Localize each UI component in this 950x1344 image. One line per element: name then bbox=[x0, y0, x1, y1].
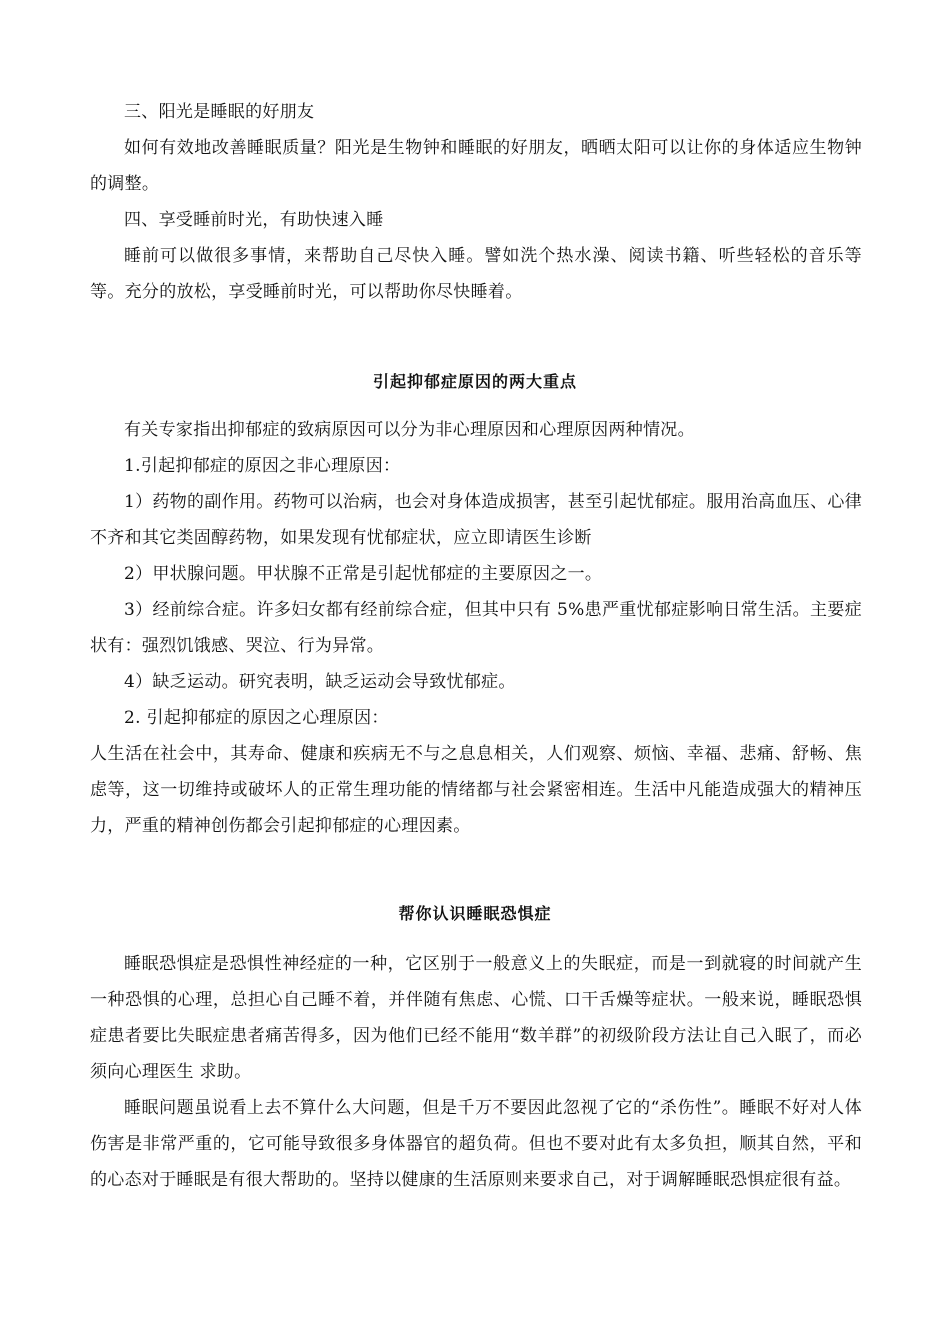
paragraph-bedtime: 睡前可以做很多事情，来帮助自己尽快入睡。譬如洗个热水澡、阅读书籍、听些轻松的音乐等等。充分的放松，享受睡前时光，可以帮助你尽快睡着。 bbox=[90, 246, 862, 302]
subheading-bedtime: 四、享受睡前时光，有助快速入睡 bbox=[124, 210, 384, 230]
list-heading-non-psychological: 1.引起抑郁症的原因之非心理原因： bbox=[124, 456, 401, 476]
list-item-drug-side-effects: 1）药物的副作用。药物可以治病，也会对身体造成损害，甚至引起忧郁症。服用治高血压、心律不齐和其它类固醇药物，如果发现有忧郁症状，应立即请医生诊断 bbox=[90, 492, 862, 548]
list-item-lack-of-exercise: 4）缺乏运动。研究表明，缺乏运动会导致忧郁症。 bbox=[124, 672, 516, 692]
subheading-sunlight: 三、阳光是睡眠的好朋友 bbox=[124, 102, 315, 122]
section-title-depression-causes: 引起抑郁症原因的两大重点 bbox=[372, 372, 577, 391]
list-item-pms: 3）经前综合症。许多妇女都有经前综合症，但其中只有 5%患严重忧郁症影响日常生活。主要症状有：强烈饥饿感、哭泣、行为异常。 bbox=[90, 600, 862, 656]
section-title-sleep-phobia: 帮你认识睡眠恐惧症 bbox=[398, 904, 552, 923]
paragraph-depression-intro: 有关专家指出抑郁症的致病原因可以分为非心理原因和心理原因两种情况。 bbox=[124, 420, 695, 440]
list-heading-psychological: 2. 引起抑郁症的原因之心理原因： bbox=[124, 708, 389, 728]
paragraph-sunlight: 如何有效地改善睡眠质量？阳光是生物钟和睡眠的好朋友，晒晒太阳可以让你的身体适应生物钟的调整。 bbox=[90, 138, 862, 194]
list-item-thyroid: 2）甲状腺问题。甲状腺不正常是引起忧郁症的主要原因之一。 bbox=[124, 564, 603, 584]
paragraph-sleep-phobia-definition: 睡眠恐惧症是恐惧性神经症的一种，它区别于一般意义上的失眠症，而是一到就寝的时间就产生一种恐惧的心理，总担心自己睡不着，并伴随有焦虑、心慌、口干舌燥等症状。一般来说，睡眠恐惧症患者要比失眠症患者痛苦得多，因为他们已经不能用“数羊群”的初级阶段方法让自己入眠了，而必须向心理医生 求助。 bbox=[90, 954, 862, 1082]
paragraph-sleep-phobia-advice: 睡眠问题虽说看上去不算什么大问题，但是千万不要因此忽视了它的“杀伤性”。睡眠不好对人体伤害是非常严重的，它可能导致很多身体器官的超负荷。但也不要对此有太多负担，顺其自然，平和的心态对于睡眠是有很大帮助的。坚持以健康的生活原则来要求自己，对于调解睡眠恐惧症很有益。 bbox=[90, 1098, 862, 1190]
paragraph-psychological-causes: 人生活在社会中，其寿命、健康和疾病无不与之息息相关，人们观察、烦恼、幸福、悲痛、舒畅、焦虑等，这一切维持或破坏人的正常生理功能的情绪都与社会紧密相连。生活中凡能造成强大的精神压力，严重的精神创伤都会引起抑郁症的心理因素。 bbox=[90, 744, 862, 836]
